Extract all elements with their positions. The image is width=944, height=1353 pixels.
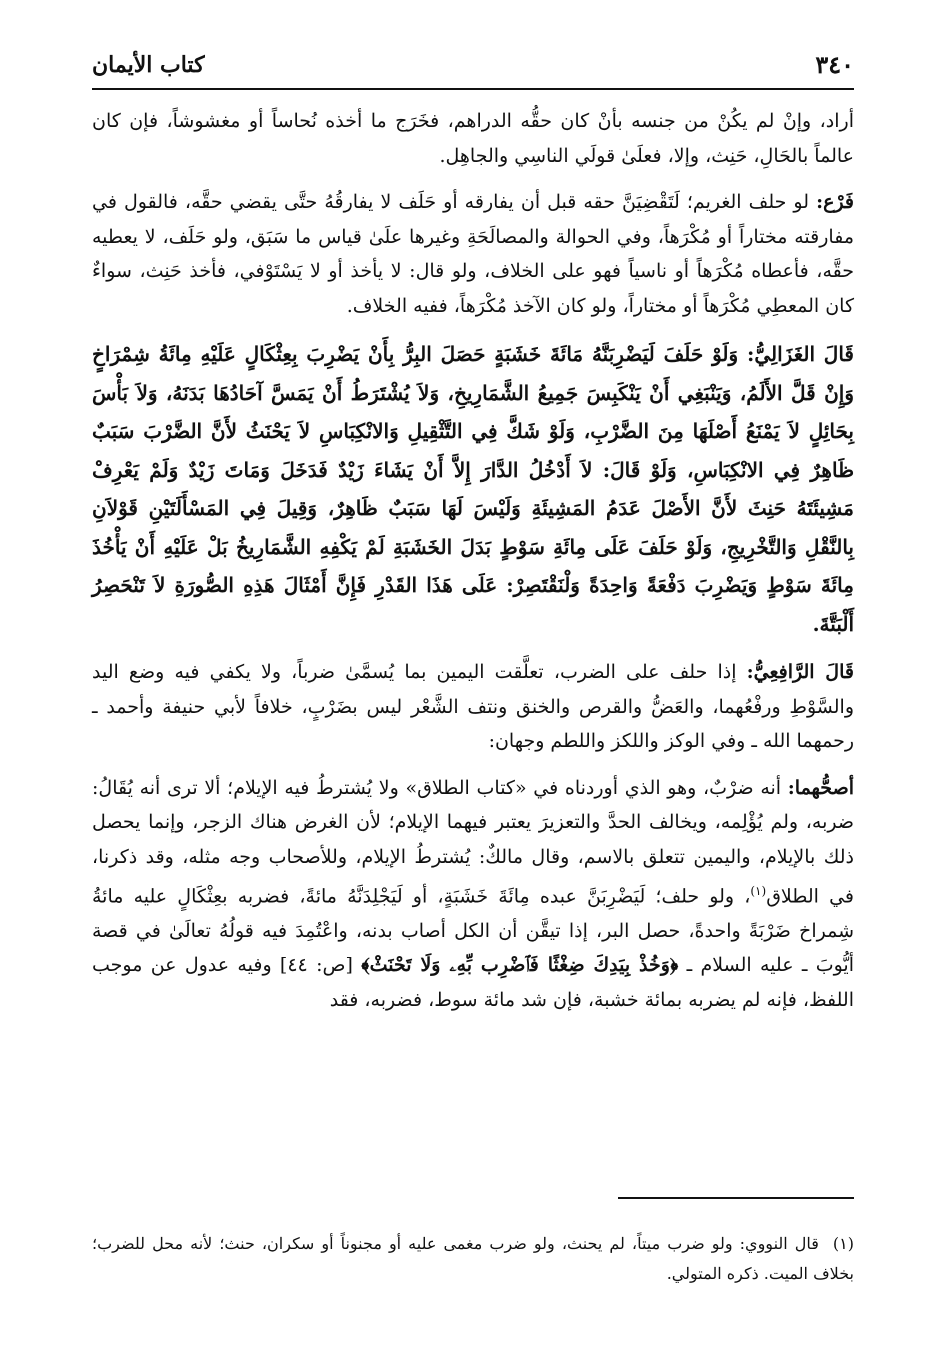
footnote: [92, 1229, 854, 1289]
quran-verse: ﴿وَخُذْ بِيَدِكَ ضِغْثًا فَٱضْرِب بِّهِۦ وَلَا تَحْنَثْ﴾: [361, 954, 679, 977]
footnote-reference[interactable]: (١): [750, 884, 767, 898]
main-text: [92, 104, 854, 1029]
running-title: كتاب الأيمان: [92, 52, 205, 78]
paragraph-text: أراد، وإنْ لم يكُنْ من جنسه بأنْ كان حقُّه الدراهم، فخَرَج ما أخذه نُحاساً أو مغشوشاً، فإن كان عالماً بالحَالِ، حَنِث، وإلا، فعلَىٰ قولَي الناسِي والجاهِل.: [92, 110, 854, 167]
page-number: ٣٤٠: [815, 50, 854, 79]
paragraph-lead: قَالَ الرَّافِعِيُّ:: [746, 661, 854, 683]
footnote-text: قال النووي: ولو ضرب ميتاً، لم يحنث، ولو ضرب مغمى عليه أو مجنوناً أو سكران، حنث؛ لأنه محل للضرب؛ بخلاف الميت. ذكره المتولي.: [92, 1234, 854, 1283]
paragraph-text: قَالَ الغَزَالِيُّ: وَلَوْ حَلَفَ لَيَضْرِبَنَّهُ مَائَةَ خَشَبَةٍ حَصَلَ البِرُّ بِأَنْ يَضْرِبَ بِعِثْكَالٍ عَلَيْهِ مِائَةُ شِمْرَاخٍ وَإِنْ قَلَّ الأَلَمُ، وَيَنْبَغِي أَنْ يَنْكَبِسَ جَمِيعُ الشَّمَارِيخِ، وَلاَ يُشْتَرَطُ أَنْ يَمَسَّ آحَادُهَا بَدَنَهُ، وَلاَ بَأْسَ بِحَائِلٍ لاَ يَمْنَعُ أَصْلَهَا مِنَ الضَّرْبِ، وَلَوْ شَكَّ فِي التَّثْقِيلِ وَالانْكِبَاسِ لاَ يَحْنَثُ لأَنَّ الضَّرْبَ سَبَبٌ ظَاهِرٌ فِي الانْكِبَاسِ، وَلَوْ قَالَ: لاَ أَدْخُلُ الدَّارَ إِلاَّ أَنْ يَشَاءَ زَيْدٌ فَدَخَلَ وَمَاتَ زَيْدٌ وَلَمْ يَعْرِفْ مَشِيئَتَهُ حَنِثَ لأَنَّ الأَصْلَ عَدَمُ المَشِيئَةِ وَلَيْسَ لَهَا سَبَبٌ ظَاهِرٌ، وَقِيلَ فِي المَسْأَلَتَيْنِ قَوْلاَنِ بِالنَّقْلِ وَالتَّخْرِيجِ، وَلَوْ حَلَفَ عَلَى مِائَةِ سَوْطٍ بَدَلَ الخَشَبَةِ لَمْ يَكْفِهِ الشَّمَارِيخُ بَلْ عَلَيْهِ أَنْ يَأْخُذَ مِائَةَ سَوْطٍ وَيَضْرِبَ دَفْعَةً وَاحِدَةً وَلْنَقْتَصِرْ: عَلَى هَذَا القَدْرِ فَإِنَّ أَمْثَالَ هَذِهِ الصُّورَةِ لاَ تَنْحَصِرُ أَلْبَتَّةَ.: [92, 342, 854, 636]
footnote-divider: [618, 1197, 854, 1199]
paragraph-text: ، ولو حلف؛ لَيَضْرِبَنَّ عبده مِائَةَ خَشَبَةٍ، أو لَيَجْلِدَنَّهُ مائةً، فضربه بعِثْكَالٍ عليه مائةُ شِمراخ ضَرْبَةً واحدةً، حصل البر، إذا تيقَّن أن الكل أصاب بدنه، واعْتُمِدَ فيه قولُهُ تعالَىٰ في قصة أيُّوبَ ـ عليه السلام ـ: [92, 885, 854, 977]
paragraph-first-view: [92, 771, 854, 1018]
page-header: [92, 44, 854, 90]
footnote-marker: (١): [832, 1234, 855, 1253]
paragraph-lead: فَرْع:: [816, 191, 854, 213]
paragraph-continuation: [92, 104, 854, 173]
paragraph-text: إذا حلف على الضرب، تعلَّقت اليمين بما يُسمَّىٰ ضرباً، ولا يكفي فيه وضع اليد والسَّوْطِ ورفْعُهما، والعَضُّ والقرص والخنق ونتف الشَّعْر ليس بضَرْبٍ، خلافاً لأبي حنيفة وأحمد ـ رحمهما الله ـ وفي الوكز واللكز واللطم وجهان:: [92, 661, 854, 752]
paragraph-text: لو حلف الغريم؛ لَتَقْضِيَنَّ حقه قبل أن يفارقه أو حَلَف لا يفارقُهُ حتَّى يقضي حقَّه، فالقول في مفارقته مختاراً أو مُكْرَهاً، وفي الحوالة والمصالَحَةِ وغيرها علَىٰ قياس ما سَبَق، ولو حَلَف، لا يعطيه حقَّه، فأعطاه مُكْرَهاً أو ناسياً فهو على الخلاف، ولو قال: لا يأخذ أو لا يَسْتَوْفي، فأخذ حَنِث، سواءٌ كان المعطِي مُكْرَهاً أو مختاراً، ولو كان الآخذ مُكْرَهاً، ففيه الخلاف.: [92, 191, 854, 317]
paragraph-rafii-commentary: [92, 655, 854, 759]
paragraph-text: أنه ضرْبٌ، وهو الذي أوردناه في «كتاب الطلاق» ولا يُشترطُ فيه الإيلام؛ ألا ترى أنه يُقَالُ: ضربه، ولم يُؤْلِمه، ويخالف الحدَّ والتعزيرَ يعتبر فيهما الإيلام؛ لأن الغرض هناك الزجر، وإنما يحصل ذلك بالإيلام، واليمين تتعلق بالاسم، وقال مالكٌ: يُشترطُ الإيلام، وللأصحاب وجه مثله، وقد ذكرنا، في الطلاق: [92, 776, 854, 908]
paragraph-text: [ص: ٤٤] وفيه عدول عن موجب اللفظ، فإنه لم يضربه بمائة خشبة، فإن شد مائة سوط، فضربه، فقد: [92, 954, 854, 1011]
footnotes-section: [92, 1213, 854, 1305]
paragraph-lead: أصحُّهما:: [787, 776, 854, 799]
paragraph-ghazali-quote: [92, 335, 854, 643]
paragraph-far-issue: [92, 185, 854, 323]
